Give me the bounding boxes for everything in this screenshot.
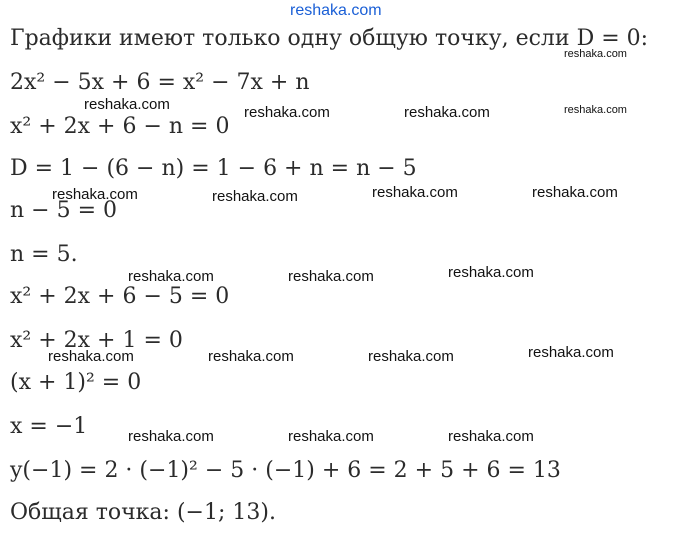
solution-line-11: y(−1) = 2 · (−1)² − 5 · (−1) + 6 = 2 + 5 + 6 = 13 <box>10 458 561 483</box>
watermark: reshaka.com <box>288 268 374 285</box>
watermark: reshaka.com <box>448 428 534 445</box>
solution-line-2: 2x² − 5x + 6 = x² − 7x + n <box>10 70 310 95</box>
watermark: reshaka.com <box>564 48 627 60</box>
watermark: reshaka.com <box>564 104 627 116</box>
watermark: reshaka.com <box>448 264 534 281</box>
solution-line-8: x² + 2x + 1 = 0 <box>10 328 183 353</box>
solution-line-6: n = 5. <box>10 242 78 267</box>
solution-line-12: Общая точка: (−1; 13). <box>10 500 276 525</box>
watermark: reshaka.com <box>208 348 294 365</box>
watermark: reshaka.com <box>52 186 138 203</box>
watermark: reshaka.com <box>84 96 170 113</box>
watermark: reshaka.com <box>368 348 454 365</box>
watermark: reshaka.com <box>244 104 330 121</box>
solution-line-4: D = 1 − (6 − n) = 1 − 6 + n = n − 5 <box>10 156 417 181</box>
watermark: reshaka.com <box>288 428 374 445</box>
watermark: reshaka.com <box>404 104 490 121</box>
watermark: reshaka.com <box>372 184 458 201</box>
solution-line-9: (x + 1)² = 0 <box>10 370 142 395</box>
site-header-link[interactable]: reshaka.com <box>290 2 382 19</box>
solution-line-3: x² + 2x + 6 − n = 0 <box>10 114 230 139</box>
watermark: reshaka.com <box>212 188 298 205</box>
solution-line-7: x² + 2x + 6 − 5 = 0 <box>10 284 230 309</box>
solution-line-1: Графики имеют только одну общую точку, если D = 0: <box>10 26 649 51</box>
watermark: reshaka.com <box>48 348 134 365</box>
watermark: reshaka.com <box>528 344 614 361</box>
watermark: reshaka.com <box>532 184 618 201</box>
watermark: reshaka.com <box>128 428 214 445</box>
watermark: reshaka.com <box>128 268 214 285</box>
solution-line-10: x = −1 <box>10 414 88 439</box>
solution-line-5: n − 5 = 0 <box>10 198 118 223</box>
